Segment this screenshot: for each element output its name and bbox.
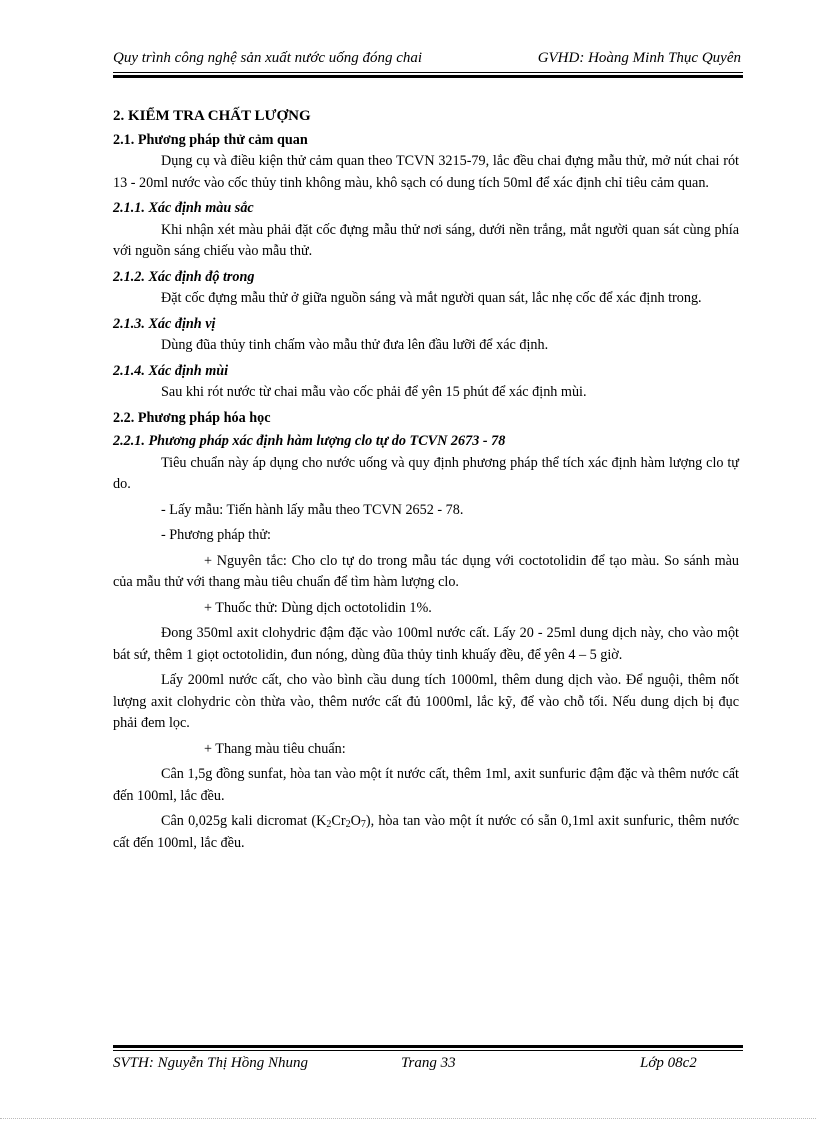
footer-rule-thick [113,1045,743,1048]
footer-student: SVTH: Nguyễn Thị Hồng Nhung [113,1055,308,1071]
paragraph-color-scale: + Thang màu tiêu chuẩn: [204,740,346,757]
footer-rule-thin [113,1050,743,1051]
dichromate-text-a: Cân 0,025g kali dicromat (K [161,813,327,829]
heading-2-1-2: 2.1.2. Xác định độ trong [113,268,255,285]
header-rule-thin [113,72,743,73]
footer-page-number: Trang 33 [401,1055,456,1071]
paragraph-2-1-2: Đặt cốc đựng mẫu thử ở giữa nguồn sáng và mắt người quan sát, lắc nhẹ cốc để xác định trong. [161,290,702,306]
subscript-cr: 2 [345,819,351,830]
footer-class: Lớp 08c2 [640,1055,697,1071]
dichromate-text-c: O [350,813,361,829]
paragraph-principle: + Nguyên tắc: Cho clo tự do trong mẫu tác dụng với coctotolidin để tạo màu. So sánh màu của mẫu thử với thang màu tiêu chuẩn để tìm hàm lượng clo. [113,552,739,590]
subscript-k: 2 [326,819,332,830]
paragraph-2-1-1: Khi nhận xét màu phải đặt cốc đựng mẫu thử nơi sáng, dưới nền trắng, mắt người quan sát cùng phía với nguồn sáng chiếu vào mẫu thử. [113,221,739,259]
heading-2-1-3: 2.1.3. Xác định vị [113,315,216,332]
paragraph-intro: Tiêu chuẩn này áp dụng cho nước uống và quy định phương pháp thể tích xác định hàm lượng clo tự do. [113,454,739,492]
paragraph-reagent: + Thuốc thử: Dùng dịch octotolidin 1%. [204,599,432,616]
page-edge-dotted-line [0,1118,816,1119]
heading-section-2: 2. KIỂM TRA CHẤT LƯỢNG [113,108,311,124]
paragraph-2-1: Dụng cụ và điều kiện thử cảm quan theo TCVN 3215-79, lắc đều chai đựng mẫu thử, mở nút chai rót 13 - 20ml nước vào cốc thủy tinh không màu, khô sạch có dung tích 50ml để xác định chỉ tiêu cảm quan. [113,153,739,191]
dichromate-text-d: ), hòa tan vào một ít nước có sẵn 0,1ml axit sunfuric, thêm nước cất đến 100ml, lắc đều. [113,813,740,851]
document-body [113,104,739,858]
paragraph-2-1-4: Sau khi rót nước từ chai mẫu vào cốc phải để yên 15 phút để xác định mùi. [161,384,587,400]
paragraph-step-2: Lấy 200ml nước cất, cho vào bình cầu dung tích 1000ml, thêm dung dịch vào. Để nguội, thêm nốt lượng axit clohydric còn thừa vào, thêm nước cất đủ 1000ml, lắc kỹ, để vào chỗ tối. Nếu dung dịch bị đục phải đem lọc. [113,672,739,731]
subscript-o: 7 [360,819,366,830]
paragraph-dichromate [113,811,739,854]
page-header [113,50,741,67]
heading-2-1: 2.1. Phương pháp thử cảm quan [113,131,308,148]
paragraph-method: - Phương pháp thử: [161,527,271,543]
heading-2-1-4: 2.1.4. Xác định mùi [113,362,229,379]
heading-2-1-1: 2.1.1. Xác định màu sắc [113,200,254,216]
dichromate-text-b: Cr [331,813,346,829]
header-rule-thick [113,75,743,78]
paragraph-copper-sulfate: Cân 1,5g đồng sunfat, hòa tan vào một ít nước cất, thêm 1ml, axit sunfuric đậm đặc và thêm nước cất đến 100ml, lắc đều. [113,766,739,804]
heading-2-2: 2.2. Phương pháp hóa học [113,409,271,426]
paragraph-step-1: Đong 350ml axit clohydric đậm đặc vào 100ml nước cất. Lấy 20 - 25ml dung dịch này, cho vào một bát sứ, thêm 1 giọt octotolidin, đun nóng, dùng đũa thủy tinh khuấy đều, để yên 4 – 5 giờ. [113,625,739,663]
header-advisor: GVHD: Hoàng Minh Thục Quyên [537,50,741,66]
paragraph-2-1-3: Dùng đũa thủy tinh chấm vào mẫu thử đưa lên đầu lưỡi để xác định. [161,337,549,353]
heading-2-2-1: 2.2.1. Phương pháp xác định hàm lượng clo tự do TCVN 2673 - 78 [113,433,506,449]
header-doc-title: Quy trình công nghệ sản xuất nước uống đóng chai [113,50,423,66]
paragraph-sampling: - Lấy mẫu: Tiến hành lấy mẫu theo TCVN 2652 - 78. [161,501,464,518]
